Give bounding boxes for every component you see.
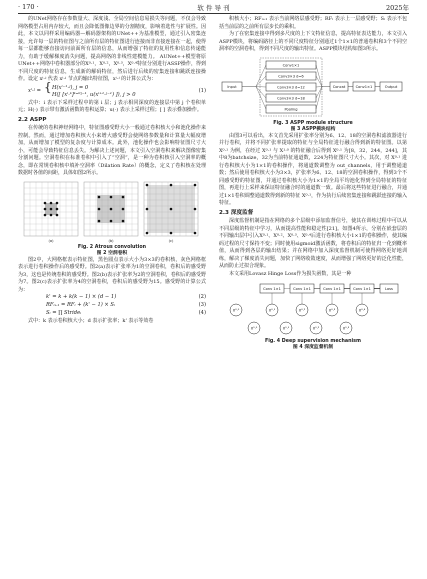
figure-2-caption-en: Fig. 2 Atrous convolution <box>77 244 147 250</box>
figure-2-caption-cn: 图 2 空洞卷积 <box>96 250 128 256</box>
figure-3-caption-cn: 图 3 ASPP模块结构 <box>290 126 336 132</box>
conv-label: Conv 1×1 <box>263 287 281 291</box>
kernel-dot <box>146 231 149 234</box>
node-label: X¹·² <box>312 326 320 331</box>
paragraph: 积核大小；RFᵢ₊₁ 表示当前网络层感受野；RFᵢ 表示上一层感受野；Sᵢ 表示不包括当前层的之前所有层步长的乘积。 <box>219 16 407 30</box>
paragraph: 深度监督机制是指在网络的多个层级中添加监督信号，使其在训练过程中可以从不同层级的特征中学习，从而提高性能和稳定性[21]。如图4所示，分别在嵌套层的不同输出层中引入X⁰·¹、X⁰·²、X⁰·³、X⁰·⁴后进行卷积核大小1×1的卷积操作，使其编码过程的尺寸保持不变；同时使用sigmoid激活函数，将卷积后的特征归一化到概率值，从而得到各层的输出结果；并在网络中加入深度监督机制可使得网络更好地训练，解决了梯度消失问题，加快了网络收敛速度，从而增强了网络更好的泛化性能，从而防止过拟合现象。 <box>219 218 407 269</box>
running-header <box>18 3 409 13</box>
kernel-dot <box>44 213 47 216</box>
kernel-dot <box>110 195 113 198</box>
equation-3: RFᵢ₊₁ = RFᵢ + (k' − 1) × Sᵢ (3) <box>46 302 206 308</box>
aspp-figure <box>220 56 406 120</box>
kernel-dot <box>50 213 53 216</box>
kernel-dot <box>110 207 113 210</box>
node-label: X¹·³ <box>342 326 350 331</box>
journal-name: 软 件 导 刊 <box>197 4 230 12</box>
figure-4-caption-cn: 图 4 深度监督机制 <box>292 345 334 350</box>
journal-year: 2025年 <box>385 4 409 12</box>
kernel-dot <box>56 207 59 210</box>
kernel-dot <box>50 207 53 210</box>
page-number: · 170 · <box>18 3 39 11</box>
node-label: X⁰·¹ <box>268 308 276 313</box>
paragraph: 式中：k 表示卷积核大小；d 表示扩张率；k' 表示等效卷 <box>28 318 154 324</box>
kernel-dot <box>44 207 47 210</box>
aspp-branch-label: Conv3×3 d=18 <box>277 96 305 100</box>
paragraph: 式中：i 表示下采样过程中的第 i 层；j 表示相同深度的连接层中第 j 个卷积单元；H(·) 表示带有激活函数的卷积运算；u(·) 表示上采样过程；[ ] 表示叠加操作。 <box>18 99 206 113</box>
kernel-dot <box>194 231 197 234</box>
kernel-dot <box>194 183 197 186</box>
svg-text:(b): (b) <box>108 238 114 243</box>
kernel-dot <box>170 183 173 186</box>
aspp-branch-label: Conv3×3 d=6 <box>278 74 304 78</box>
aspp-branch-label: Conv3×3 d=12 <box>277 85 305 89</box>
figure-3-caption-en: Fig. 3 ASPP module structure <box>273 120 353 126</box>
kernel-dot <box>122 219 125 222</box>
kernel-dot <box>146 207 149 210</box>
kernel-dot <box>50 201 53 204</box>
kernel-dot <box>44 201 47 204</box>
svg-text:(c): (c) <box>168 238 174 243</box>
conv-label: Conv 1×1 <box>293 287 311 291</box>
equation-1: xⁱ·ʲ = { H(xⁱ⁻¹·ʲ), j = 0 H([ [xⁱ·ᵏ]ᵏ⁼⁰ʲ⁻¹, u(xⁱ⁺¹·ʲ⁻¹) ]), j > 0 (1) <box>28 79 206 98</box>
paragraph: 的UNet网络存在参数量大、深度浅、全局空间信息易损失等问题，不仅会导致网络模型占用内存较大，而且会降低图像边界的分割精度，影响着选性与扩展性。因此，本文以同样采用编码器—解码器架构的UNet++为基准模型，通过引入密集连接，允许每一层的特征图与之前所有层的特征图进行连接而非直接连接在一起，使得每一层都能够直接访问前面所有层的信息，从而增强了特征的复用性和信息传递能力，有助于缓解梯度消失问题，提高网络的非线性建模能力。 AUNet++模型将原UNet++网络中卷积器部分的X⁰·¹，X⁰·²，X⁰·³，X⁰·⁴特征分别进行ASSP操作，得到不同尺度的特征信息，生成新的解码特征，然后进行后续的密集连接和跳跃连接操作。设定 xⁱ·ʲ 代表 xⁱ·ʲ 节点的输出特征图，xⁱ·ʲ 的计算公式为： <box>18 16 206 82</box>
left-column <box>18 16 206 326</box>
aspp-branch-label: Pooling <box>284 107 298 111</box>
aspp-branch-label: Conv1×1 <box>282 63 300 67</box>
paragraph: 图2中，大网格框表示特征图，黑色圆点表示大小为3×3的卷积核，灰色网格框表示进行卷积操作后的感受野。图2(a)表示扩张率为1的空洞卷积，卷积后的感受野为3，这也是传统卷积的感受野。图2(b)表示扩张率为2的空洞卷积，卷积后的感受野为7。图2(c)表示扩张率为4的空洞卷积，卷积后的感受野为15。感受野的计算公式为： <box>18 256 206 293</box>
section-heading: 2.2 ASPP <box>18 116 47 123</box>
paragraph: 本文采用Lovasz Hinge Loss作为损失函数，其是一种 <box>229 270 352 277</box>
equation-4: Sᵢ = ∏ Strideᵢ (4) <box>46 310 206 316</box>
paragraph: 由图3可以看出，本文首先采用扩张率分别为6、12、18的空洞卷积滤波器进行并行卷积，并将不同扩张率提取的特征与全局特征进行融合得到新的特征图。以第 X⁰·¹ 为例，在经过 X⁰·¹ 与 X¹·⁰ 的特征融合后得到 X⁰·¹ 为[8，32，244，244]，其中8为batchsize，32为当前特征通道数，224为特征图尺寸大小。其次，对 X⁰·¹ 进行卷积核大小为1×1的卷积操作，将通道数调整为 out_channels，用于调整通道数；然后使用卷积核大小为3×3，扩张率为6、12、18的空洞卷积操作，得到3个不同感受野的特征图，并通过卷积核大小为1×1的全局平均池化得到全局特征的特征图，再进行上采样来保证特征融合时的通道数一致。最后将这些特征进行融合，并通过1×1卷积调整通道数得到新的特征 X⁰·¹，作为执行后续密集连接和跳跃连接的输入特征。 <box>219 132 407 206</box>
kernel-dot <box>122 207 125 210</box>
kernel-dot <box>98 219 101 222</box>
section-heading: 2.3 深度监督 <box>219 209 254 216</box>
svg-text:(a): (a) <box>48 238 54 243</box>
conv-out-label: Conv1×1 <box>355 84 373 89</box>
node-label: X⁰·⁰ <box>232 308 240 313</box>
node-label: X¹·¹ <box>282 326 290 331</box>
kernel-dot <box>146 183 149 186</box>
kernel-dot <box>194 207 197 210</box>
node-label: X⁰·³ <box>328 308 336 313</box>
kernel-dot <box>170 231 173 234</box>
concat-label: Concat <box>332 84 346 89</box>
loss-label: Loss <box>385 287 393 291</box>
deep-supervision-figure <box>220 280 406 338</box>
atrous-conv-figure <box>22 180 202 244</box>
equation-2: k' = k + k(k − 1) × (d − 1) (2) <box>46 294 206 300</box>
node-label: X⁰·⁴ <box>358 308 366 313</box>
kernel-dot <box>98 207 101 210</box>
input-label: Input <box>227 84 237 89</box>
conv-label: Conv 1×1 <box>323 287 341 291</box>
right-column <box>219 16 407 351</box>
paragraph: 在传统的卷积神经网络中，特征图感受野大小一般通过卷积核大小和池化操作来控制。然而，通过增加卷积核大小来增大感受野会使网络参数量和计算量大幅度增加，从而增加了模型的复杂度与计算成本。此外，池化操作也会影响特征图尺寸大小，可能会导致特征信息丢失。为解决上述问题，本文引入空洞卷积来解决图像密集分割问题。空洞卷积在标准卷积中引入了“空洞”，是一种为卷积核引入空洞率的概念，即在常规卷积核中填补空洞率（Dilation Rate）的概念，定义了卷积核在处理数据时各值的间距，具体如图2所示。 <box>18 125 206 176</box>
header-rule <box>18 13 409 14</box>
kernel-dot <box>56 201 59 204</box>
node-label: X¹·⁰ <box>250 326 258 331</box>
kernel-dot <box>98 195 101 198</box>
kernel-dot <box>110 219 113 222</box>
output-label: Output <box>384 84 398 89</box>
paragraph: 为了在密集连接中得到多尺度的上下文特征信息，提高特征表达能力，本文引入ASPP模块，将编码路径上的不同尺度特征分别通过1个1×1的普通卷积和3个不同空洞率的空洞卷积，得到不同尺度的输出特征。ASPP模块结构如图3所示。 <box>219 31 407 52</box>
conv-label: Conv 1×1 <box>353 287 371 291</box>
node-label: X⁰·² <box>298 308 306 313</box>
kernel-dot <box>56 213 59 216</box>
kernel-dot <box>122 195 125 198</box>
figure-4-caption-en: Fig. 4 Deep supervision mechanism <box>264 339 362 344</box>
kernel-dot <box>170 207 173 210</box>
